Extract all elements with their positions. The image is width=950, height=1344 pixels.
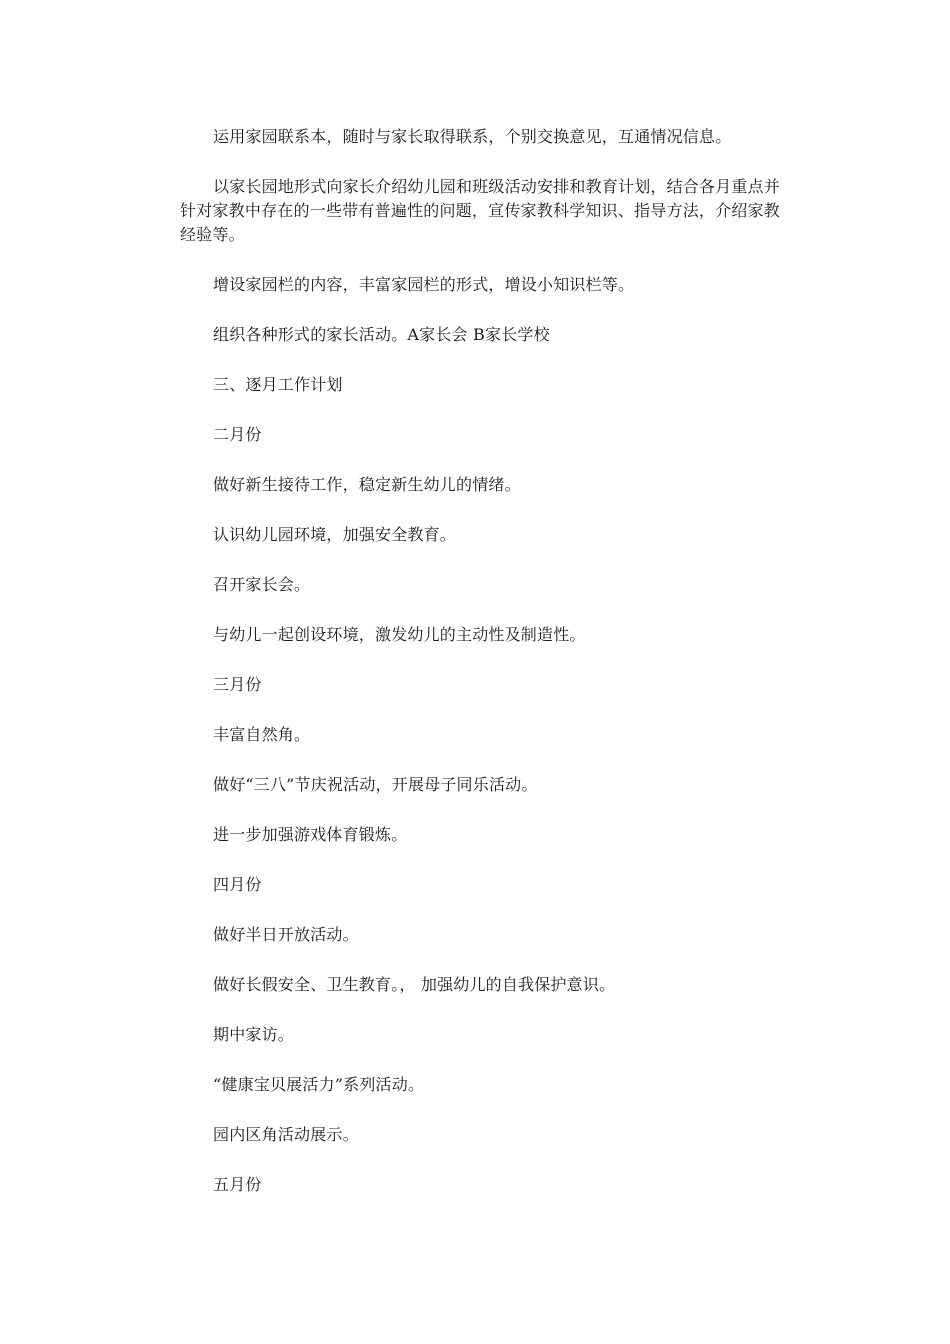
paragraph-parent-corner: 以家长园地形式向家长介绍幼儿园和班级活动安排和教育计划，结合各月重点并针对家教中存在的一些带有普遍性的问题，宣传家教科学知识、指导方法，介绍家教经验等。 — [180, 177, 781, 244]
list-item: 丰富自然角。 — [213, 725, 311, 744]
document-body — [180, 125, 780, 1223]
list-item: 期中家访。 — [213, 1025, 295, 1044]
paragraph-home-contact-book: 运用家园联系本，随时与家长取得联系，个别交换意见，互通情况信息。 — [213, 127, 732, 146]
list-item: 进一步加强游戏体育锻炼。 — [213, 825, 408, 844]
list-item: 召开家长会。 — [213, 575, 311, 594]
month-heading-april: 四月份 — [213, 875, 262, 894]
list-item: 做好长假安全、卫生教育。， 加强幼儿的自我保护意识。 — [213, 975, 616, 994]
section-heading-monthly-plan: 三、逐月工作计划 — [213, 375, 343, 394]
list-item: 做好半日开放活动。 — [213, 925, 359, 944]
list-item: 认识幼儿园环境，加强安全教育。 — [213, 525, 457, 544]
list-item: 与幼儿一起创设环境，激发幼儿的主动性及制造性。 — [213, 625, 586, 644]
month-heading-march: 三月份 — [213, 675, 262, 694]
list-item: 园内区角活动展示。 — [213, 1125, 359, 1144]
month-heading-february: 二月份 — [213, 425, 262, 444]
paragraph-parent-activities: 组织各种形式的家长活动。A家长会 B家长学校 — [213, 325, 550, 344]
list-item: “健康宝贝展活力”系列活动。 — [213, 1075, 425, 1094]
month-heading-may: 五月份 — [213, 1175, 262, 1194]
list-item: 做好“三八”节庆祝活动，开展母子同乐活动。 — [213, 775, 538, 794]
list-item: 做好新生接待工作，稳定新生幼儿的情绪。 — [213, 475, 521, 494]
paragraph-home-board: 增设家园栏的内容，丰富家园栏的形式，增设小知识栏等。 — [213, 275, 635, 294]
